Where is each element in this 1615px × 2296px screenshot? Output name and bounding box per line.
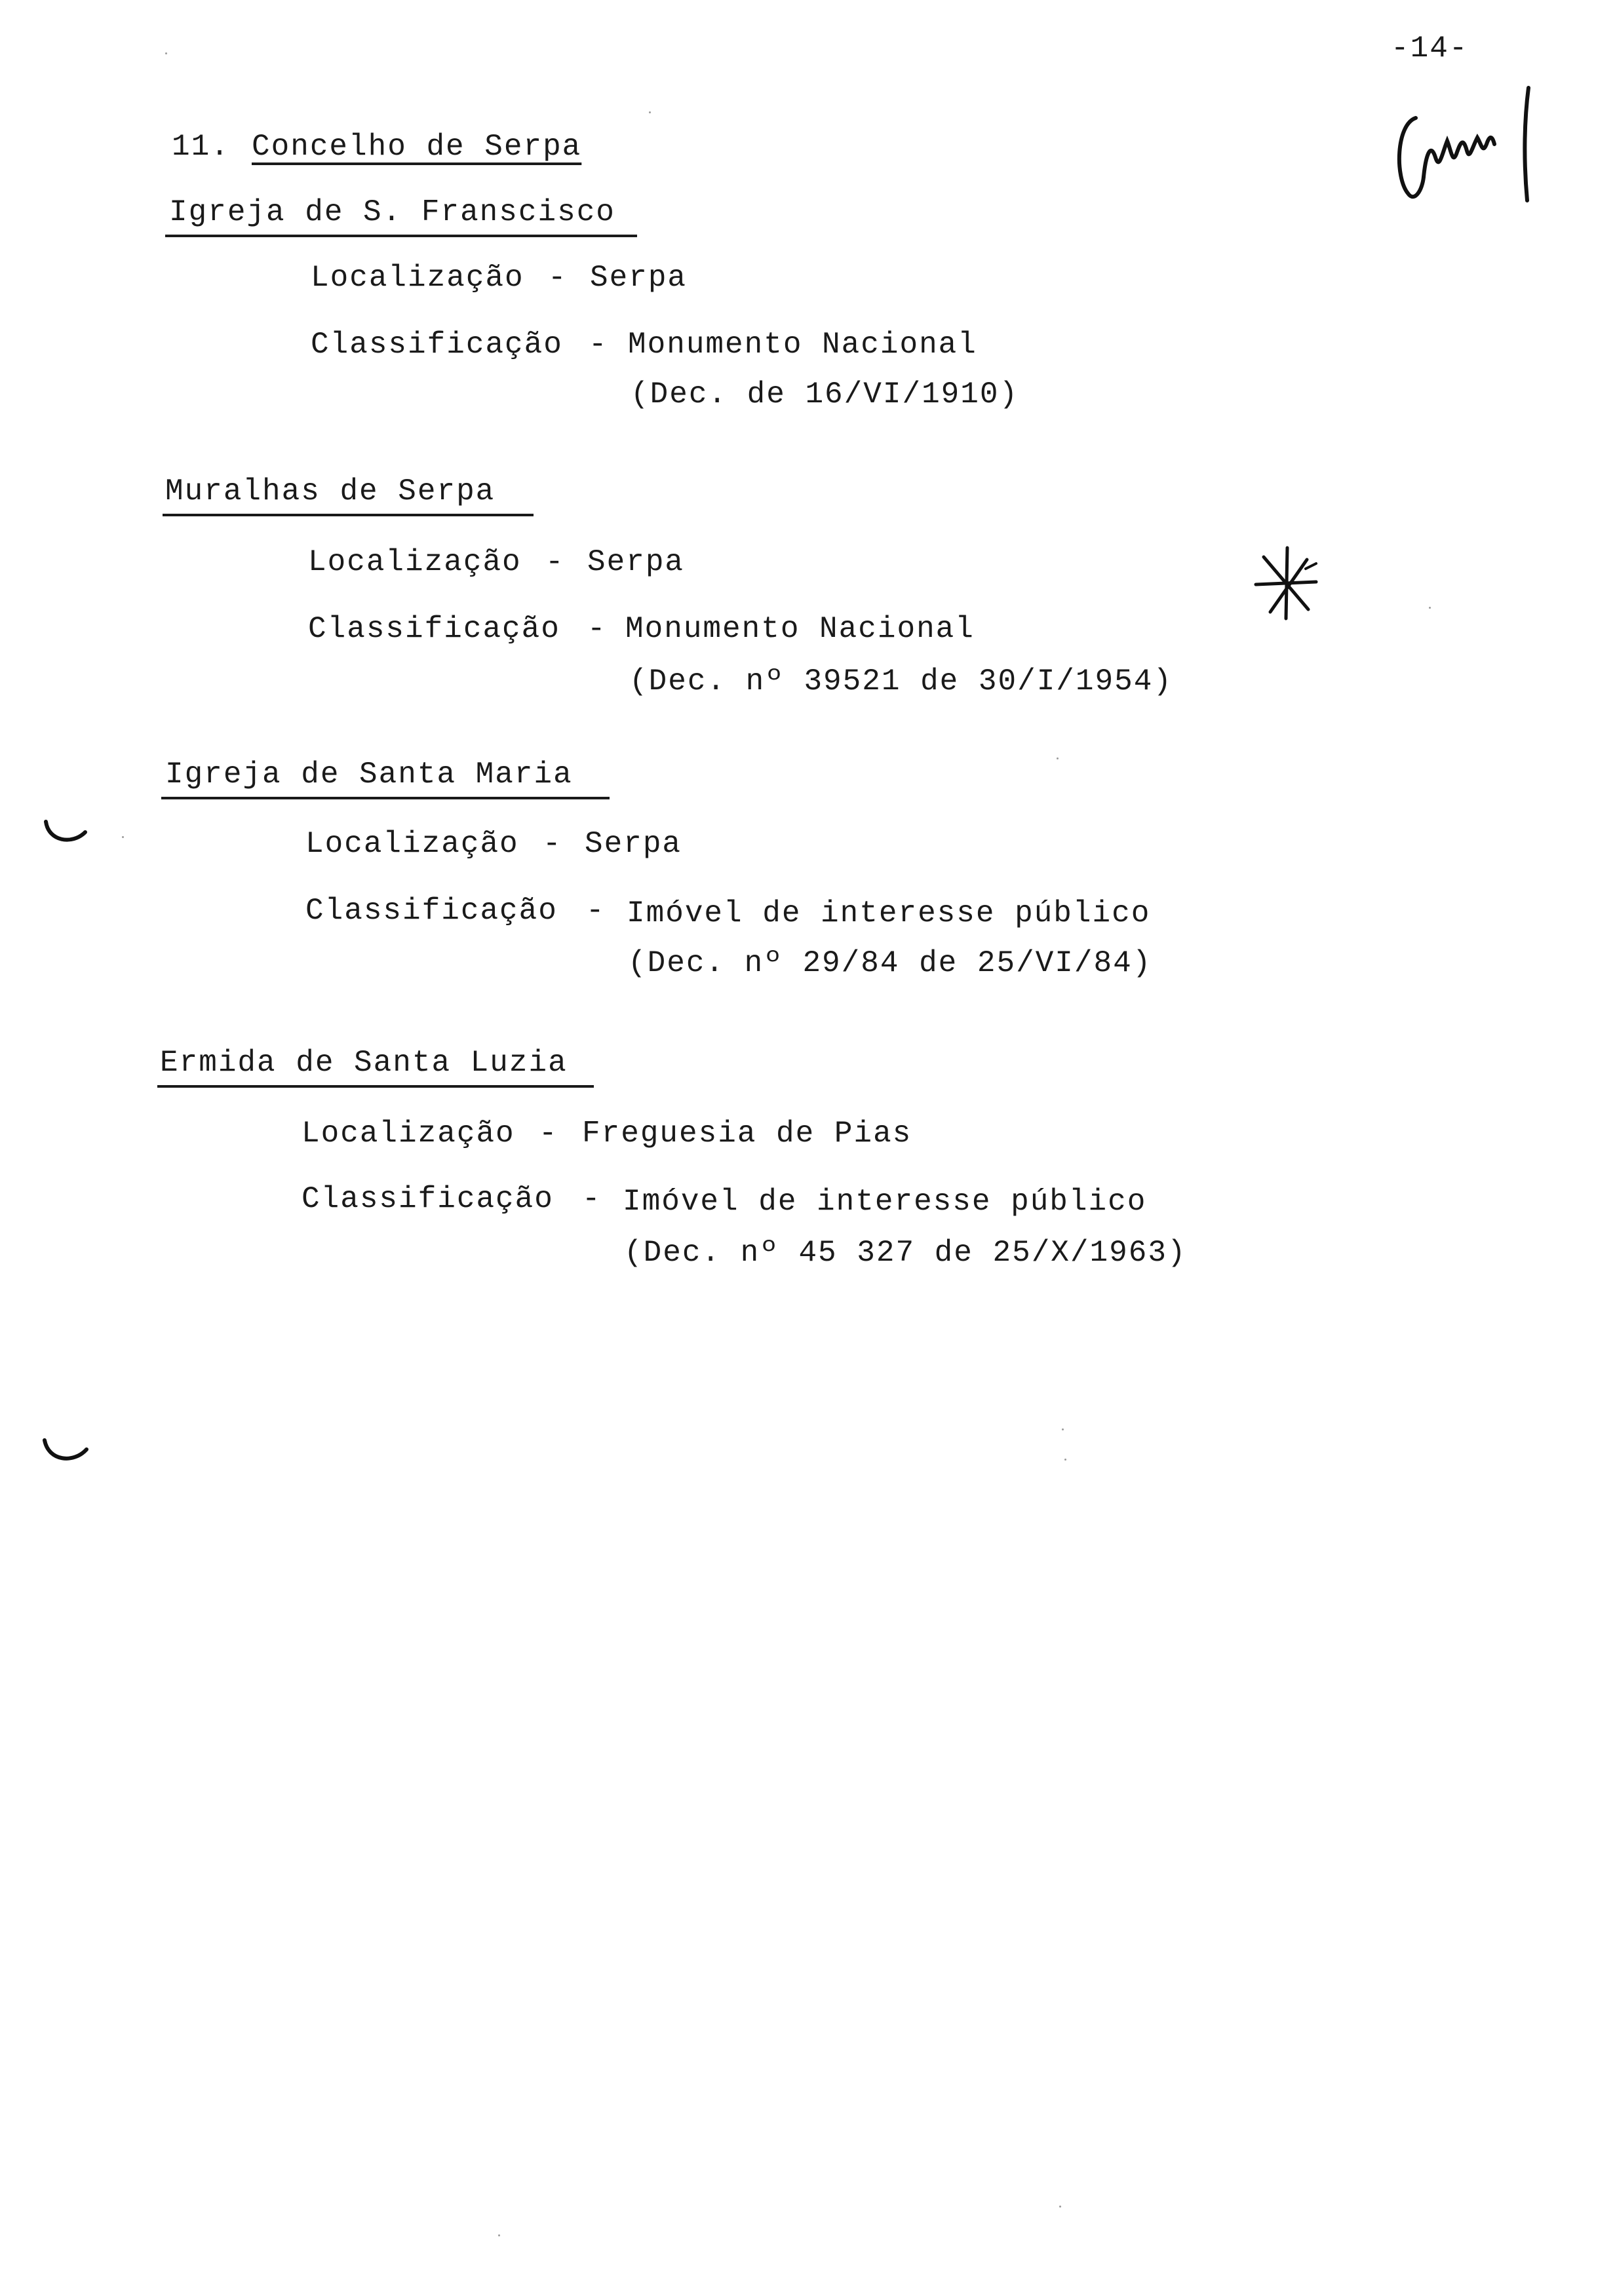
entry-1-localizacao-label: Localização — [311, 261, 524, 295]
handwritten-initials-signature — [1390, 79, 1547, 210]
entry-2-name: Muralhas de Serpa — [165, 474, 496, 508]
entry-1-localizacao-sep: - — [548, 261, 568, 295]
entry-3-localizacao-sep: - — [543, 827, 562, 861]
entry-2-localizacao-value: Serpa — [587, 545, 685, 579]
scan-speck — [498, 2234, 500, 2236]
entry-2-classificacao-sep: - — [587, 612, 607, 646]
entry-2-localizacao-label: Localização — [308, 545, 522, 579]
entry-2-name-underline — [163, 514, 534, 516]
entry-4-localizacao-value: Freguesia de Pias — [582, 1117, 912, 1151]
scan-speck — [1059, 2206, 1061, 2208]
scan-speck — [1429, 607, 1431, 609]
entry-4-decree: (Dec. nº 45 327 de 25/X/1963) — [624, 1236, 1187, 1270]
hole-punch-mark-lower — [42, 1438, 90, 1466]
hole-punch-mark-upper — [43, 819, 89, 848]
entry-2-classificacao-label: Classificação — [308, 612, 560, 646]
section-title: Concelho de Serpa — [252, 130, 582, 164]
entry-1-classificacao-label: Classificação — [311, 328, 563, 362]
section-number: 11. — [172, 130, 230, 164]
entry-4-name: Ermida de Santa Luzia — [160, 1046, 568, 1080]
scan-speck — [649, 111, 651, 113]
scan-speck — [1062, 1428, 1064, 1430]
entry-3-name: Igreja de Santa Maria — [165, 757, 573, 792]
entry-4-classificacao-label: Classificação — [302, 1182, 554, 1216]
entry-3-classificacao-value: Imóvel de interesse público — [627, 896, 1151, 930]
entry-1-name: Igreja de S. Franscisco — [169, 195, 615, 229]
entry-4-classificacao-sep: - — [582, 1182, 602, 1216]
scan-speck — [122, 836, 124, 838]
entry-2-classificacao-value: Monumento Nacional — [625, 612, 975, 646]
scan-speck — [1057, 757, 1059, 759]
entry-1-localizacao-value: Serpa — [590, 261, 688, 295]
entry-3-decree: (Dec. nº 29/84 de 25/VI/84) — [628, 946, 1152, 980]
entry-1-classificacao-sep: - — [589, 328, 608, 362]
entry-3-name-underline — [161, 797, 610, 799]
entry-3-classificacao-sep: - — [586, 894, 606, 928]
entry-4-name-underline — [157, 1085, 594, 1088]
entry-3-localizacao-label: Localização — [305, 827, 519, 861]
scan-speck — [165, 52, 167, 54]
entry-1-classificacao-value: Monumento Nacional — [628, 328, 977, 362]
entry-2-localizacao-sep: - — [545, 545, 565, 579]
entry-4-classificacao-value: Imóvel de interesse público — [623, 1185, 1147, 1219]
scan-speck — [1064, 1459, 1066, 1461]
entry-4-localizacao-label: Localização — [302, 1117, 515, 1151]
entry-1-decree: (Dec. de 16/VI/1910) — [631, 377, 1019, 411]
entry-3-classificacao-label: Classificação — [305, 894, 558, 928]
entry-4-localizacao-sep: - — [539, 1117, 558, 1151]
entry-3-localizacao-value: Serpa — [585, 827, 682, 861]
entry-2-decree: (Dec. nº 39521 de 30/I/1954) — [629, 664, 1173, 698]
entry-1-name-underline — [165, 235, 637, 237]
asterisk-margin-mark — [1251, 544, 1323, 622]
page-number: -14- — [1391, 31, 1469, 66]
